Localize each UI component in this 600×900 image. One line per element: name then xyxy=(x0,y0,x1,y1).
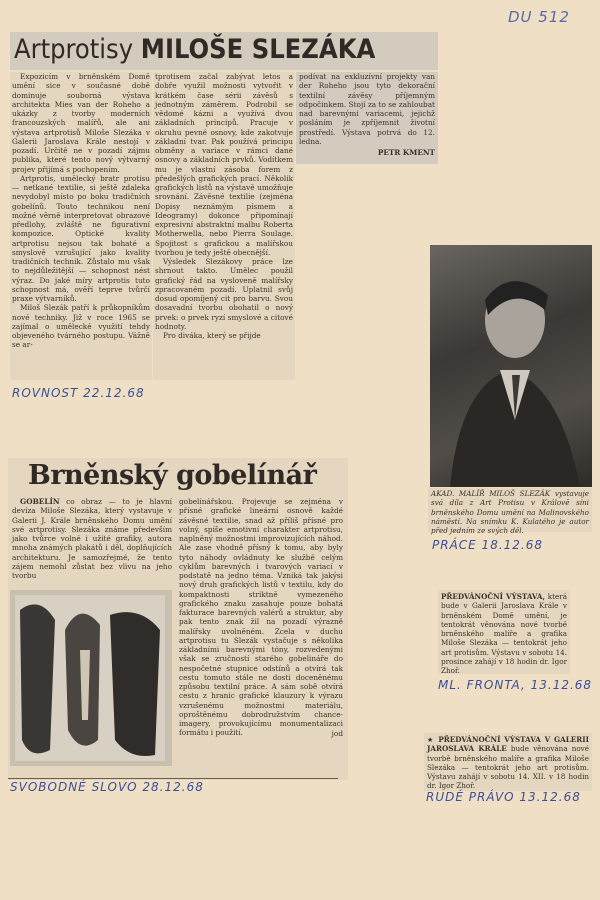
paragraph: Miloš Slezák patří k průkopníkům nové techniky. Již v roce 1965 se zajímal o umělecké využití tehdy objeveného tvárného postupu. Vážně se ar- xyxy=(12,303,150,350)
paragraph: Pro diváka, který se přijde xyxy=(163,331,261,340)
article1-source-note: ROVNOST 22.12.68 xyxy=(12,386,145,400)
paragraph: podívat na exkluzívní projekty van der Roheho jsou tyto dekorační textilní závěsy příjemným odpočinkem. Stojí za to se zahloubat nad barevnými variacemi, jejichž posláním je zpříjemnit životní prostředí. Výstava potrvá do 12. ledna. xyxy=(299,72,435,146)
article2-source-note: SVOBODNÉ SLOVO 28.12.68 xyxy=(10,780,204,794)
article1-title xyxy=(14,34,375,65)
article1-title-box xyxy=(10,32,438,70)
photo-source-note: PRÁCE 18.12.68 xyxy=(432,538,543,552)
article2-col2 xyxy=(177,497,345,772)
tapestry-artwork xyxy=(10,590,172,766)
article2-col1 xyxy=(10,497,174,589)
notice2 xyxy=(424,733,592,791)
notice1-heading: PŘEDVÁNOČNÍ VÝSTAVA, xyxy=(441,592,546,601)
notice2-source-note: RUDÉ PRÁVO 13.12.68 xyxy=(426,790,581,804)
article1-title-part1: Artprotisy xyxy=(14,34,134,65)
notice2-heading: PŘEDVÁNOČNÍ VÝSTAVA V GALERII JAROSLAVA KRÁLE xyxy=(427,735,589,754)
article2-title: Brněnský gobelínář xyxy=(28,460,317,491)
portrait-photo xyxy=(430,245,592,487)
artprotis-image xyxy=(10,590,172,766)
paragraph: Výsledek Slezákovy práce lze shrnout takto. Umělec použil grafický řád na vysloveně malířsky zpracovaném pozadí. Uplatnil svůj dosud opomíjený cit pro barvu. Svou dosavadní tvorbu obohatil o nový prvek: o prvek ryzí smyslové a citové hodnoty. xyxy=(155,257,293,331)
lead-word: GOBELÍN xyxy=(20,497,60,506)
divider xyxy=(8,778,338,779)
article1-col3 xyxy=(296,72,438,164)
paragraph: co obraz — to je hlavní devíza Miloše Slezáka, který vystavuje v Galerii J. Krále brněnského Domu umění své artprotisy. Slezáka známe především jako tvůrce volné i užité grafiky, autora mnoha známých plakátů i děl, doplňujících architekturu. Je samozřejmé, že tento zájem nemohl zůstat bez vlivu na jeho tvorbu xyxy=(12,497,172,580)
notice1 xyxy=(438,590,570,674)
paragraph: Artprotis, umělecký bratr protisu — netkané textilie, si ještě zdaleka nevydobyl místo po boku tradičních gobelínů. Touto technikou není možné věrně interpretovat obrazové předlohy, zvláště ne figurativní kompozice. Optické kvality artprotisu nejsou tak bohaté a smyslově vzrušující jako kvality tradičních technik. Zůstalo mu však to nejdůležitější — schopnost nést výraz. Do jaké míry artprotis tuto schopnost má, ověří teprve tvůrčí praxe výtvarníků. xyxy=(12,173,150,303)
paragraph: Expozicím v brněnském Domě umění sice v současné době dominuje souborná výstava architekta Mies van der Roheho a ukázky z tvorby moderních francouzských malířů, ale ani výstava artprotisů Miloše Slezáka v Galerii Jaroslava Krále nestojí v pozadí. Určitě ne v pozadí zájmu publika, které tento nový výtvarný projev přijímá s pochopením. xyxy=(12,72,150,174)
paragraph: gobelínářskou. Projevuje se zejména v přísné grafické lineární osnově každé závěsné textilie, snad až příliš přísné pro volný, spíše emotivní charakter artprotisu, naplněný možnostmi improvizujících náhod. Ale zase vhodně přísný k tomu, aby byly tyto náhody ovládnuty ke službě celým cyklům barevných i tvarových variací v podstatě na jedno téma. Vzniká tak jakýsi nový druh grafických listů v textilu, kdy do kompaktnosti striktně vymezeného grafického znaku zasahuje pouze bohatá fakturace barevných valérů a struktur, aby pak tento znak žil na pozadí výrazně malířsky uvolněném. Zcela v duchu artprotisu tu Slezák vystačuje s několika základními barevnými tóny, rozvedenými však se zručností starého gobelináře do nespočetné stupnice odstínů a otvírá tak cestu tomuto stále ne dosti doceněnému způsobu textilní práce. A sám sobě otvírá cestu z hranic grafické klauzury k výrazu vzrušenému možnostmi materiálu, oproštěnému dobrodružstvím chance-imagery, provokujícímu monumentalizaci formátu i použití. xyxy=(179,497,343,738)
notice1-body: která bude v Galerii Jaroslava Krále v brněnském Domě umění, je tentokrát věnována nové tvorbě brněnského malíře a grafika Miloše Slezáka — tentokrát jeho art protisům. Výstavu v sobotu 14. prosince zahájí v 18 hodin dr. Igor Zhoř. xyxy=(441,592,567,676)
article1-col2 xyxy=(153,72,295,380)
paragraph: tprotisem začal zabývat letos a dobře využil možnosti vytvořit v krátkém čase sérii závěsů s jednotným záměrem. Podrobil se vědomé kázni a využívá dvou základních principů. Pracuje v okruhu pevné osnovy, kde zakotvuje základní tvar. Pak používá principu obměny a variace v rámci dané osnovy a základních prvků. Vodítkem mu je vlastní zásoba forem z předešlých grafických prací. Několik grafických listů na výstavě umožňuje srovnání. Závěsné textilie (zejména Dopisy neznámým písmem a Ideogramy) dokonce připomínají expresivní abstraktní malbu Roberta Motherwella, nebo Pierra Soulage. Spojitost s grafickou a malířskou tvorbou je tedy ještě obecnější. xyxy=(155,72,293,257)
article2-author: jod xyxy=(331,728,343,738)
portrait-figure xyxy=(430,245,592,487)
article1-col1 xyxy=(10,72,152,380)
archive-mark: DU 512 xyxy=(508,8,570,26)
notice1-source-note: ML. FRONTA, 13.12.68 xyxy=(438,678,593,692)
notice2-body: bude věnována nové tvorbě brněnského malíře a grafika Miloše Slezáka — tentokrát jeho art protisům. Výstavu zahájí v sobotu 14. XII. v 18 hodin dr. Igor Zhoř. xyxy=(427,744,589,791)
photo-caption: AKAD. MALÍŘ MILOŠ SLEZÁK vystavuje svá díla z Art Protisu v Králově síni brněnského Domu umění na Malinovského náměstí. Na snímku K. Kulatého je autor před jedním ze svých děl. xyxy=(428,488,592,532)
article1-title-part2: MILOŠE SLEZÁKA xyxy=(140,34,376,65)
article1-author: PETR KMENT xyxy=(377,148,435,157)
star-icon: ★ xyxy=(427,735,435,744)
